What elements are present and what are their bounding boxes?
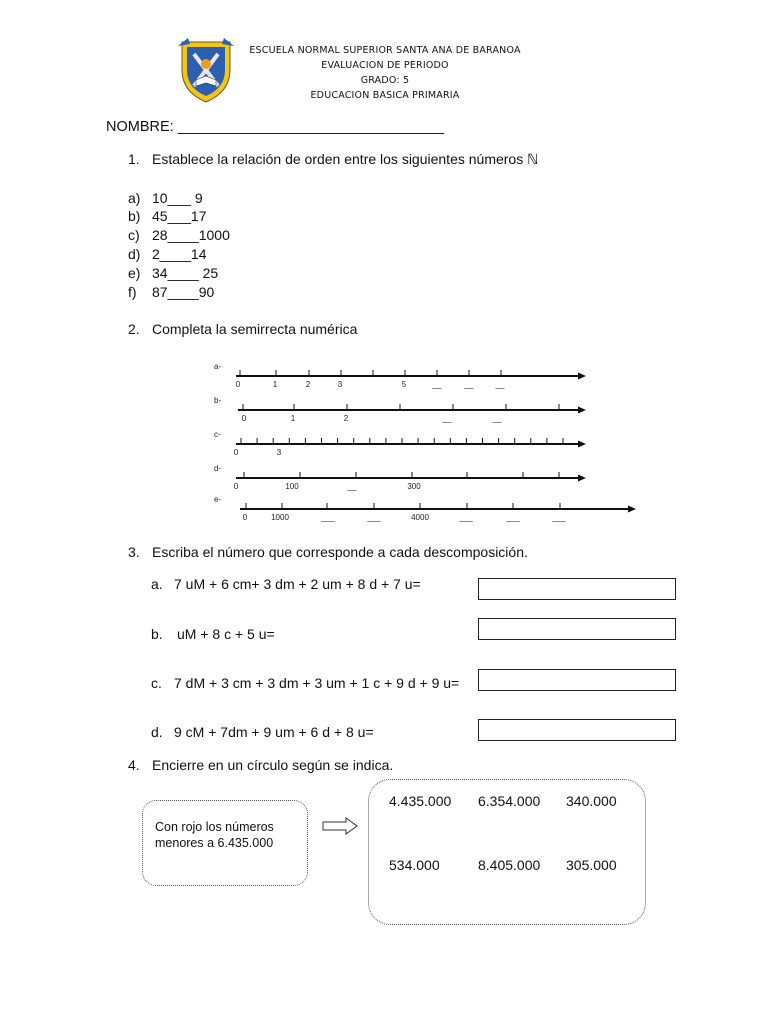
q4-number: 4. [128,757,140,773]
name-label: NOMBRE: [106,119,178,135]
circle-number[interactable]: 534.000 [389,857,440,873]
number-line-label: 0 [241,414,247,423]
answer-box-c[interactable] [478,669,676,691]
number-line-blank: __ [492,414,502,423]
arrowhead-icon [628,506,636,513]
number-line-label: 300 [407,482,421,491]
number-line-blank: ___ [552,513,566,522]
q3-item-letter: a. [151,576,163,592]
arrowhead-icon [578,441,586,448]
name-blank: _________________________________ [177,119,444,135]
instruction-line: menores a 6.435.000 [155,836,274,850]
circle-number[interactable]: 8.405.000 [478,857,541,873]
q1-text: Establece la relación de orden entre los siguientes números ℕ [152,151,539,167]
q2-text: Completa la semirrecta numérica [152,321,358,337]
number-line-label: 0 [235,380,241,389]
q1-item: 28____1000 [152,227,230,243]
arrowhead-icon [578,373,586,380]
number-line-label: 0 [242,513,248,522]
number-line-blank: ___ [506,513,520,522]
number-line-3 [236,438,586,448]
number-line-letter: e- [214,495,222,504]
level-label: EDUCACION BASICA PRIMARIA [310,90,460,101]
number-line-5 [240,503,636,513]
number-line-letter: d- [214,464,222,473]
q3-item-letter: b. [151,626,163,642]
number-line-label: 1000 [271,513,289,522]
number-line-4 [236,472,586,482]
q1-item-letter: b) [128,208,141,224]
number-line-label: 2 [305,380,311,389]
number-line-label: 5 [401,380,407,389]
q3-item-letter: d. [151,724,163,740]
q1-item: 34____ 25 [152,265,219,281]
number-line-label: 2 [343,414,349,423]
number-line-blank: __ [495,380,505,389]
number-line-label: 4000 [411,513,429,522]
answer-box-d[interactable] [478,719,676,741]
q4-text: Encierre en un círculo según se indica. [152,757,394,773]
answer-box-a[interactable] [478,578,676,600]
number-line-label: 0 [233,448,239,457]
q1-item-letter: f) [128,284,137,300]
number-line-label: 3 [276,448,282,457]
q1-item: 45___17 [152,208,207,224]
q3-item: uM + 8 c + 5 u= [177,626,275,642]
q3-item-letter: c. [151,675,162,691]
right-arrow-icon [322,817,358,835]
q1-number: 1. [128,151,140,167]
circle-number[interactable]: 305.000 [566,857,617,873]
q1-item: 10___ 9 [152,190,203,206]
number-line-letter: c- [214,430,221,439]
arrowhead-icon [578,407,586,414]
number-line-letter: a- [214,362,222,371]
circle-number[interactable]: 4.435.000 [389,793,452,809]
school-name: ESCUELA NORMAL SUPERIOR SANTA ANA DE BARANOA [249,45,521,56]
number-line-label: 0 [233,482,239,491]
q3-item: 9 cM + 7dm + 9 um + 6 d + 8 u= [174,724,374,740]
q1-item: 2____14 [152,246,207,262]
number-line-label: 100 [285,482,299,491]
q1-item-letter: c) [128,227,140,243]
number-line-label: 3 [337,380,343,389]
number-line-blank: __ [347,482,357,491]
number-line-label: 1 [272,380,278,389]
answer-box-b[interactable] [478,618,676,640]
evaluation-title: EVALUACION DE PERIODO [321,60,449,71]
number-line-blank: ___ [459,513,473,522]
number-line-blank: __ [464,380,474,389]
q3-text: Escriba el número que corresponde a cada descomposición. [152,544,528,560]
number-line-blank: ___ [367,513,381,522]
instruction-line: Con rojo los números [155,820,274,834]
q1-item: 87____90 [152,284,215,300]
number-line-blank: __ [442,414,452,423]
q1-item-letter: a) [128,190,141,206]
q2-number: 2. [128,321,140,337]
q1-item-letter: e) [128,265,141,281]
q3-item: 7 dM + 3 cm + 3 dm + 3 um + 1 c + 9 d + 9 u= [174,675,460,691]
arrowhead-icon [578,475,586,482]
q3-item: 7 uM + 6 cm+ 3 dm + 2 um + 8 d + 7 u= [174,576,421,592]
number-line-blank: __ [432,380,442,389]
q1-item-letter: d) [128,246,141,262]
number-line-label: 1 [290,414,296,423]
number-line-letter: b- [214,396,222,405]
grade-label: GRADO: 5 [360,75,410,86]
circle-number[interactable]: 6.354.000 [478,793,541,809]
q3-number: 3. [128,544,140,560]
circle-number[interactable]: 340.000 [566,793,617,809]
number-line-1 [236,370,586,380]
number-line-2 [238,404,586,414]
number-line-blank: ___ [321,513,335,522]
